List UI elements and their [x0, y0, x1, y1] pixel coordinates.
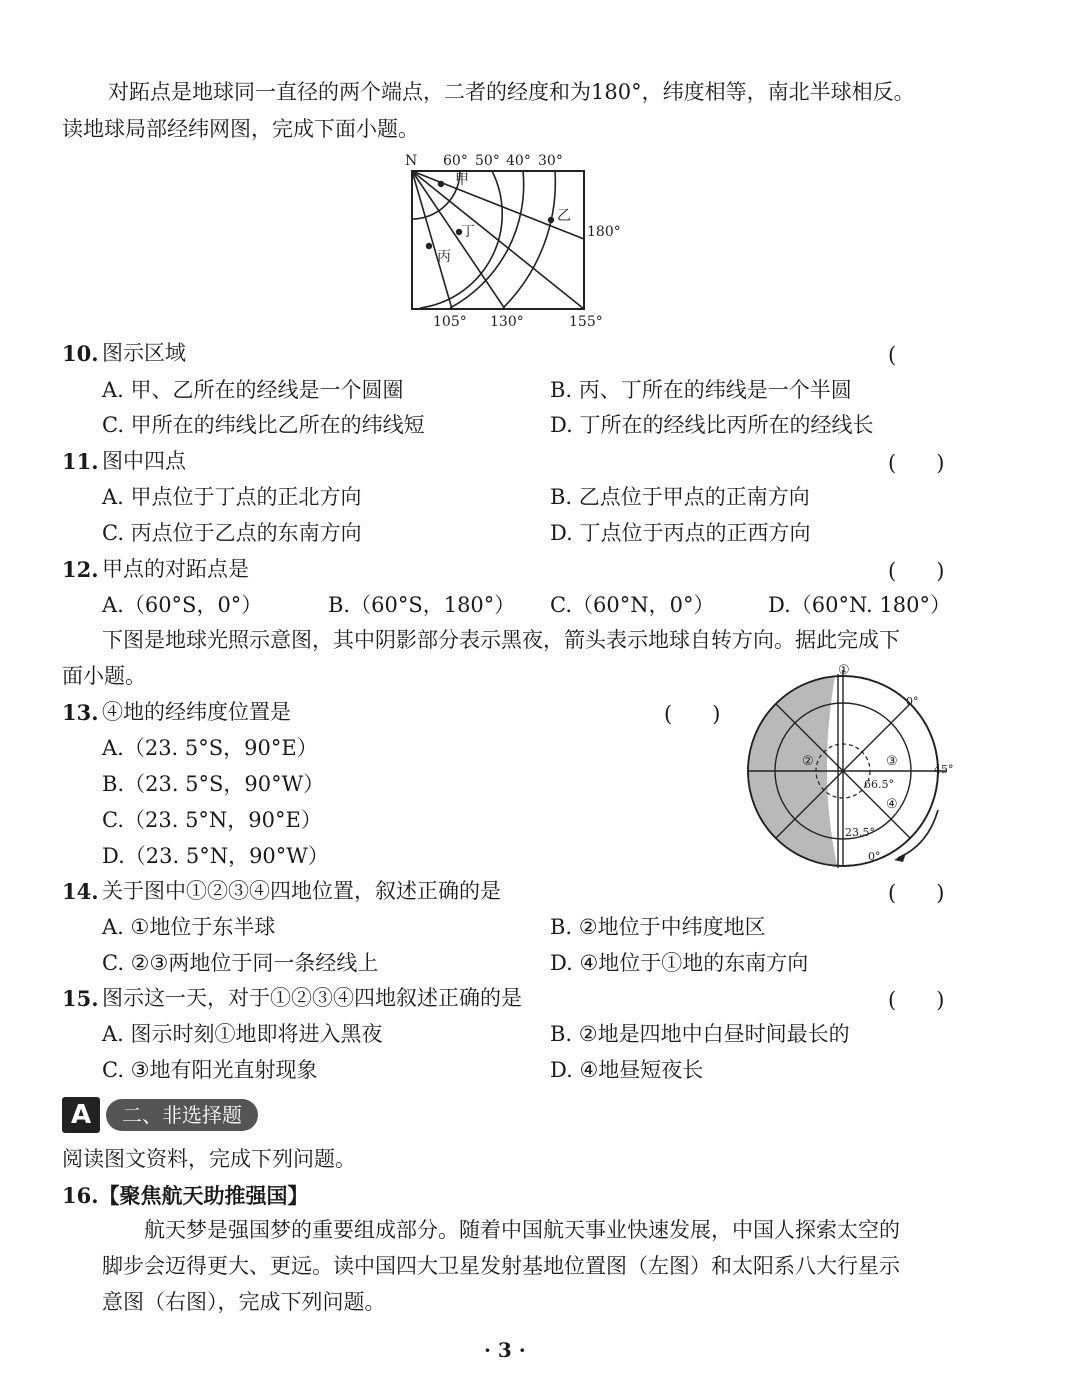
q11-answer-paren: ( ): [888, 451, 945, 475]
q11-stem: 图中四点: [102, 449, 186, 473]
q14-option-b: B. ②地位于中纬度地区: [550, 915, 766, 939]
point-bing: [426, 243, 432, 249]
meridian-105: [412, 171, 452, 309]
point-label-yi: 乙: [557, 208, 571, 224]
lat-long-grid-figure: [395, 148, 635, 333]
q16-heading: 16.【聚焦航天助推强国】: [62, 1183, 309, 1208]
top-label-30: 30°: [538, 153, 563, 169]
q15-answer-paren: ( ): [888, 988, 945, 1012]
q12-number: 12.: [62, 557, 99, 582]
point-label-bing: 丙: [437, 249, 451, 265]
q13-option-d: D.（23. 5°N，90°W）: [102, 844, 329, 868]
q16-line-3: 意图（右图），完成下列问题。: [102, 1290, 386, 1314]
top-label-40: 40°: [506, 153, 531, 169]
label-point-2: ②: [802, 754, 814, 769]
q16-line-2: 脚步会迈得更大、更远。读中国四大卫星发射基地位置图（左图）和太阳系八大行星示: [102, 1254, 900, 1278]
label-0deg-bottom: 0°: [868, 850, 881, 863]
earth-illumination-figure: [738, 660, 960, 870]
point-jia: [438, 181, 444, 187]
passage2-line-2: 面小题。: [62, 664, 146, 688]
q11-number: 11.: [62, 449, 99, 474]
q10-answer-paren: (: [888, 343, 897, 367]
passage2-line-1: 下图是地球光照示意图，其中阴影部分表示黑夜，箭头表示地球自转方向。据此完成下: [102, 628, 900, 652]
q15-option-a: A. 图示时刻①地即将进入黑夜: [102, 1022, 383, 1046]
q13-option-c: C.（23. 5°N，90°E）: [102, 808, 322, 832]
q12-option-d: D.（60°N. 180°）: [768, 593, 951, 617]
label-0deg-top: 0°: [906, 695, 919, 708]
label-point-3: ③: [886, 754, 898, 769]
q11-option-d: D. 丁点位于丙点的正西方向: [550, 521, 811, 545]
section-badge: A: [62, 1097, 100, 1133]
meridian-130: [412, 171, 505, 309]
bottom-label-130: 130°: [490, 314, 524, 330]
q13-answer-paren: ( ): [664, 702, 721, 726]
q14-stem: 关于图中①②③④四地位置，叙述正确的是: [102, 879, 501, 903]
q12-option-b: B.（60°S，180°）: [328, 593, 516, 617]
q10-option-a: A. 甲、乙所在的经线是一个圆圈: [102, 378, 404, 402]
top-label-60: 60°: [443, 153, 468, 169]
q10-option-c: C. 甲所在的纬线比乙所在的纬线短: [102, 413, 425, 437]
bottom-label-105: 105°: [433, 314, 467, 330]
label-point-1: ①: [838, 663, 850, 678]
q12-option-a: A.（60°S，0°）: [102, 593, 263, 617]
q14-option-a: A. ①地位于东半球: [102, 915, 276, 939]
q10-number: 10.: [62, 341, 99, 366]
page-number: · 3 ·: [484, 1338, 526, 1362]
q15-number: 15.: [62, 986, 99, 1011]
label-45deg: 45°: [934, 763, 954, 776]
section-instruction: 阅读图文资料，完成下列问题。: [62, 1147, 356, 1171]
q13-number: 13.: [62, 700, 99, 725]
label-point-4: ④: [886, 797, 898, 812]
q13-option-a: A.（23. 5°S，90°E）: [102, 736, 318, 760]
rotation-arrowhead: [894, 853, 906, 862]
q11-option-b: B. 乙点位于甲点的正南方向: [550, 485, 810, 509]
point-label-jia: 甲: [455, 172, 469, 188]
intro-line-2: 读地球局部经纬网图，完成下面小题。: [62, 117, 419, 141]
q15-option-d: D. ④地昼短夜长: [550, 1058, 704, 1082]
bottom-label-155: 155°: [569, 314, 603, 330]
q12-answer-paren: ( ): [888, 559, 945, 583]
q13-option-b: B.（23. 5°S，90°W）: [102, 772, 325, 796]
parallel-30: [503, 171, 555, 308]
label-66-5: 66.5°: [864, 778, 894, 791]
point-yi: [548, 217, 554, 223]
q13-stem: ④地的经纬度位置是: [102, 700, 291, 724]
intro-line-1: 对跖点是地球同一直径的两个端点，二者的经度和为180°，纬度相等，南北半球相反。: [108, 80, 915, 104]
q16-line-1: 航天梦是强国梦的重要组成部分。随着中国航天事业快速发展，中国人探索太空的: [144, 1218, 900, 1242]
label-23-5: 23.5°: [845, 826, 875, 839]
q10-option-d: D. 丁所在的经线比丙所在的经线长: [550, 413, 874, 437]
section-title: 二、非选择题: [106, 1099, 258, 1131]
q14-option-d: D. ④地位于①地的东南方向: [550, 951, 809, 975]
q15-option-b: B. ②地是四地中白昼时间最长的: [550, 1022, 850, 1046]
q12-option-c: C.（60°N，0°）: [550, 593, 715, 617]
point-label-ding: 丁: [461, 224, 475, 240]
right-label-180: 180°: [587, 224, 621, 240]
q10-option-b: B. 丙、丁所在的纬线是一个半圆: [550, 378, 852, 402]
q15-option-c: C. ③地有阳光直射现象: [102, 1058, 318, 1082]
night-shading: [748, 660, 838, 870]
q10-stem: 图示区域: [102, 341, 186, 365]
q11-option-c: C. 丙点位于乙点的东南方向: [102, 521, 362, 545]
q14-option-c: C. ②③两地位于同一条经线上: [102, 951, 379, 975]
q11-option-a: A. 甲点位于丁点的正北方向: [102, 485, 362, 509]
north-label: N: [405, 153, 418, 169]
q15-stem: 图示这一天，对于①②③④四地叙述正确的是: [102, 986, 522, 1010]
q14-number: 14.: [62, 879, 99, 904]
top-label-50: 50°: [475, 153, 500, 169]
meridian-180: [412, 171, 584, 239]
q12-stem: 甲点的对跖点是: [102, 557, 249, 581]
q14-answer-paren: ( ): [888, 881, 945, 905]
